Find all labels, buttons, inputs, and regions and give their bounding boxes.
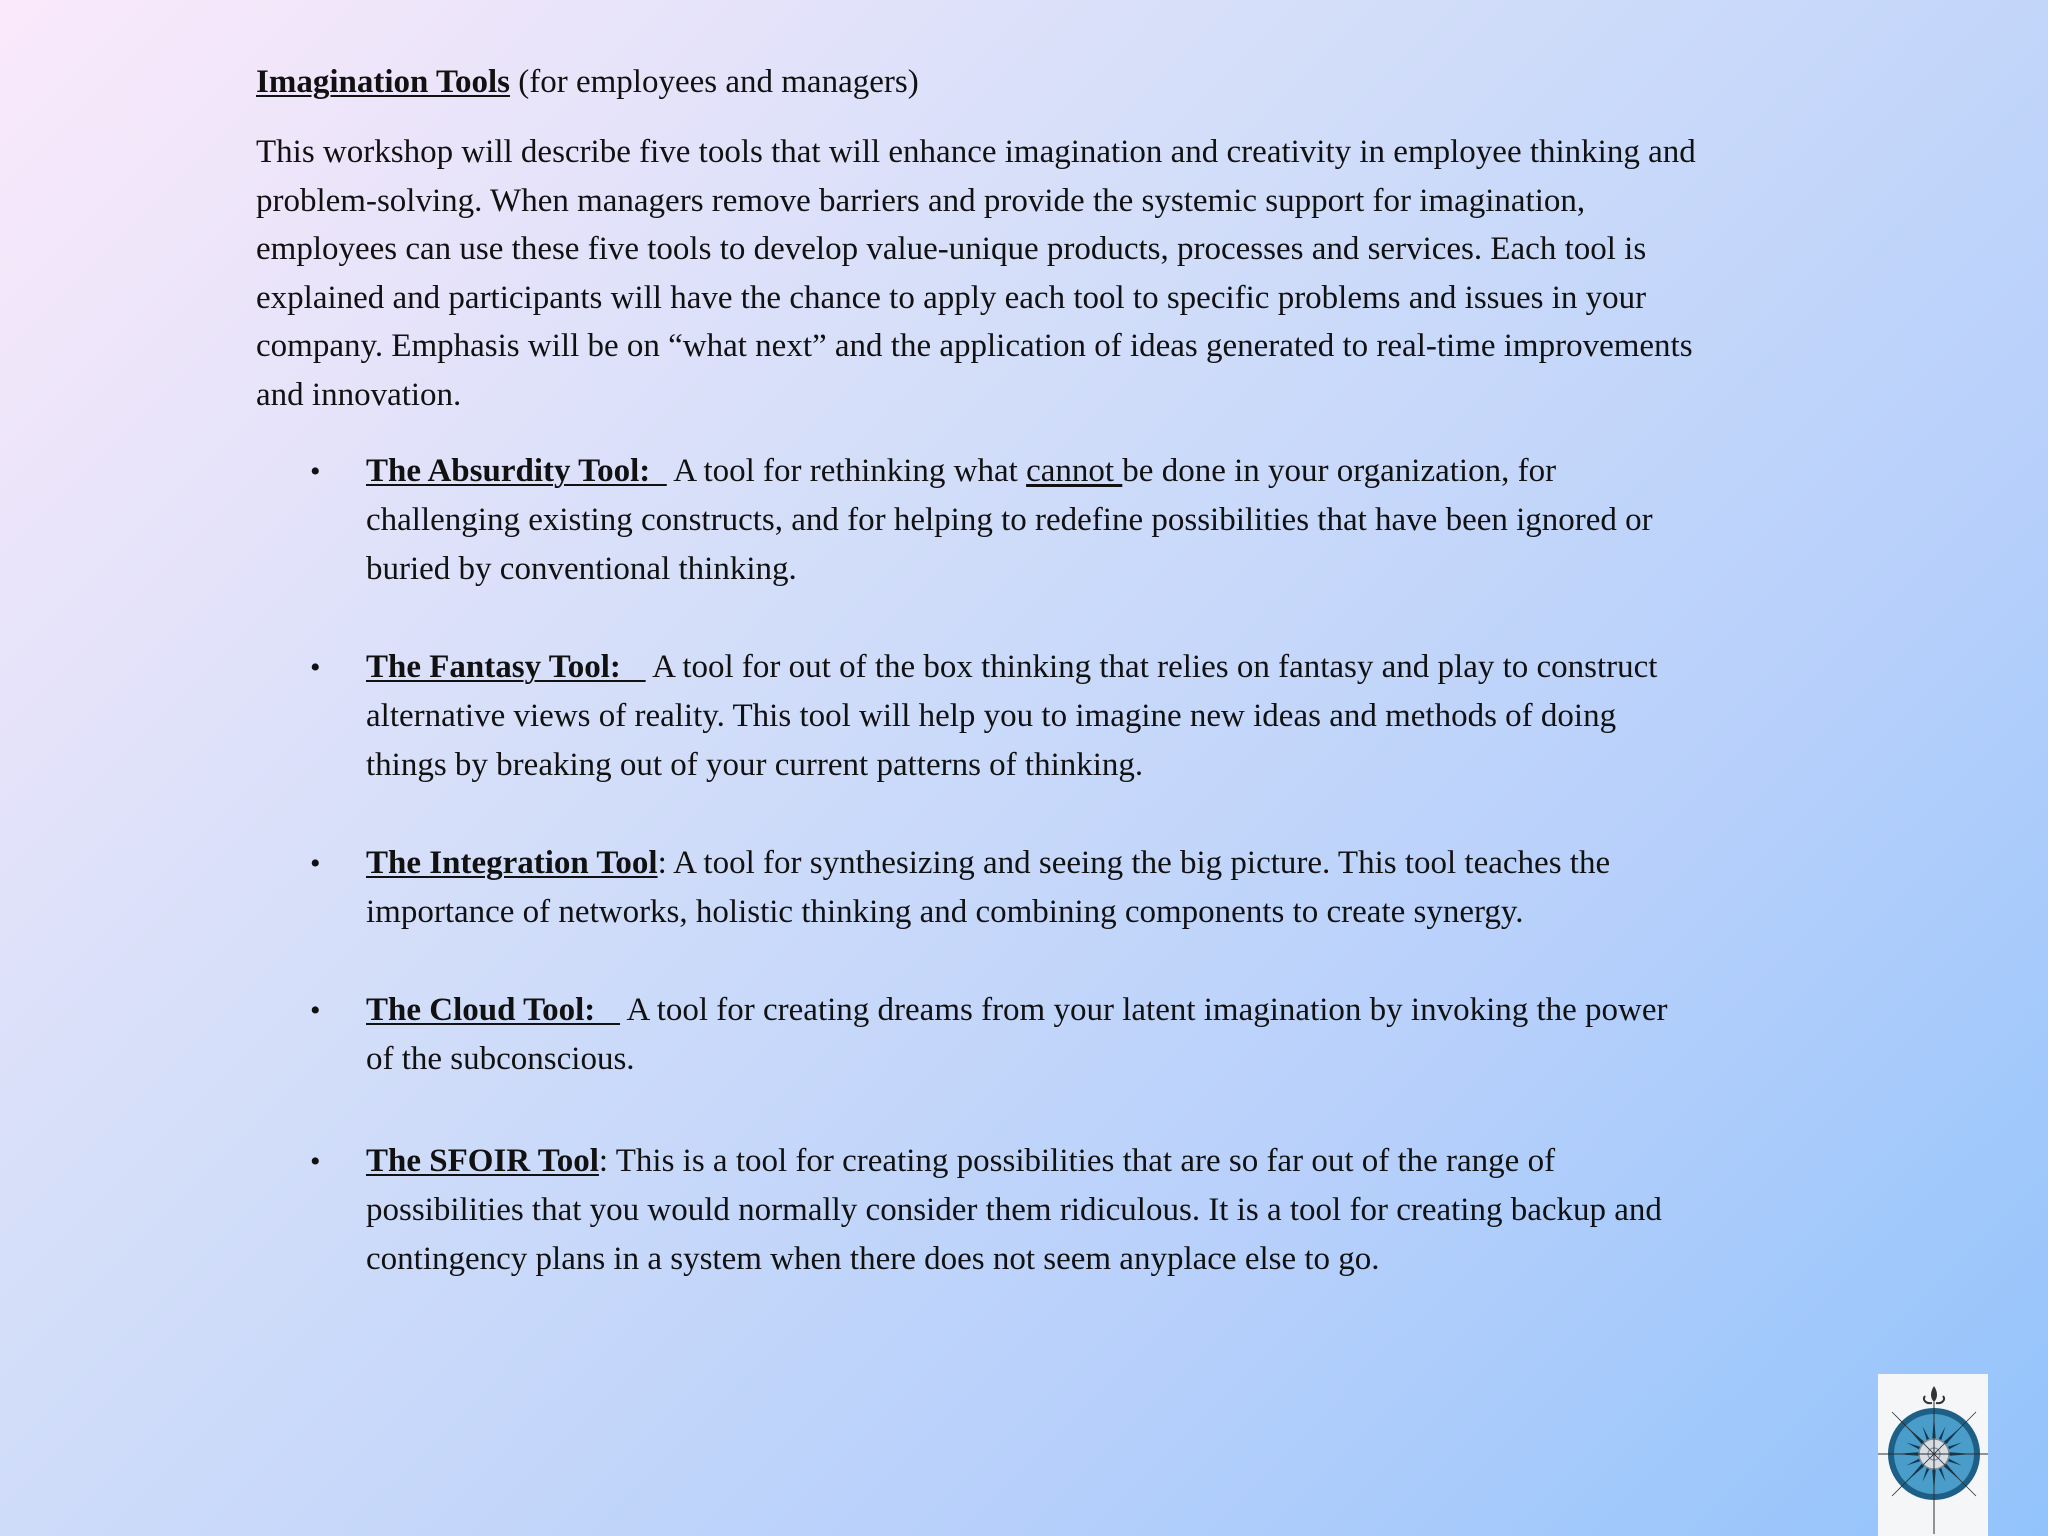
tool-name: The Absurdity Tool: [366, 453, 667, 489]
tool-emphasis: cannot [1026, 453, 1123, 489]
bullet-icon: • [310, 994, 321, 1027]
tool-name: The Integration Tool [366, 845, 658, 881]
logo [1878, 1374, 1988, 1536]
document-title: Imagination Tools [256, 64, 511, 100]
tool-name: The SFOIR Tool [366, 1143, 599, 1179]
tool-description: A tool for rethinking what [666, 453, 1027, 489]
tool-item-sfoir [256, 1137, 1696, 1284]
tool-list [256, 447, 1696, 1284]
tool-description: : This is a tool for creating possibilities that are so far out of the range of possibilities that you would normally consider them ridiculous. It is a tool for creating backup and contingency plans in a system when there does not seem anyplace else to go. [366, 1143, 1662, 1277]
document-page [256, 58, 1696, 1284]
compass-rose-icon [1878, 1374, 1988, 1536]
bullet-icon: • [310, 455, 321, 488]
tool-name: The Cloud Tool: [366, 992, 621, 1028]
intro-paragraph: This workshop will describe five tools that will enhance imagination and creativity in employee thinking and problem-solving. When managers remove barriers and provide the systemic support for imagination, employees can use these five tools to develop value-unique products, processes and services. Each tool is explained and participants will have the chance to apply each tool to specific problems and issues in your company. Emphasis will be on “what next” and the application of ideas generated to real-time improvements and innovation. [256, 134, 1696, 413]
bullet-icon: • [310, 1145, 321, 1178]
document-subtitle: (for employees and managers) [510, 64, 919, 100]
tool-description: A tool for out of the box thinking that relies on fantasy and play to construct alternative views of reality. This tool will help you to imagine new ideas and methods of doing things by breaking out of your current patterns of thinking. [366, 649, 1658, 783]
bullet-icon: • [310, 847, 321, 880]
document-heading [256, 58, 1696, 106]
tool-name: The Fantasy Tool: [366, 649, 646, 685]
tool-item-cloud [256, 986, 1696, 1084]
bullet-icon: • [310, 651, 321, 684]
tool-description-continued: be done in your organization, for challenging existing constructs, and for helping to redefine possibilities that have been ignored or buried by conventional thinking. [366, 453, 1653, 587]
tool-description: A tool for creating dreams from your latent imagination by invoking the power of the subconscious. [366, 992, 1668, 1077]
tool-item-integration [256, 839, 1696, 937]
tool-description: : A tool for synthesizing and seeing the big picture. This tool teaches the importance of networks, holistic thinking and combining components to create synergy. [366, 845, 1611, 930]
tool-item-absurdity [256, 447, 1696, 594]
tool-item-fantasy [256, 643, 1696, 790]
